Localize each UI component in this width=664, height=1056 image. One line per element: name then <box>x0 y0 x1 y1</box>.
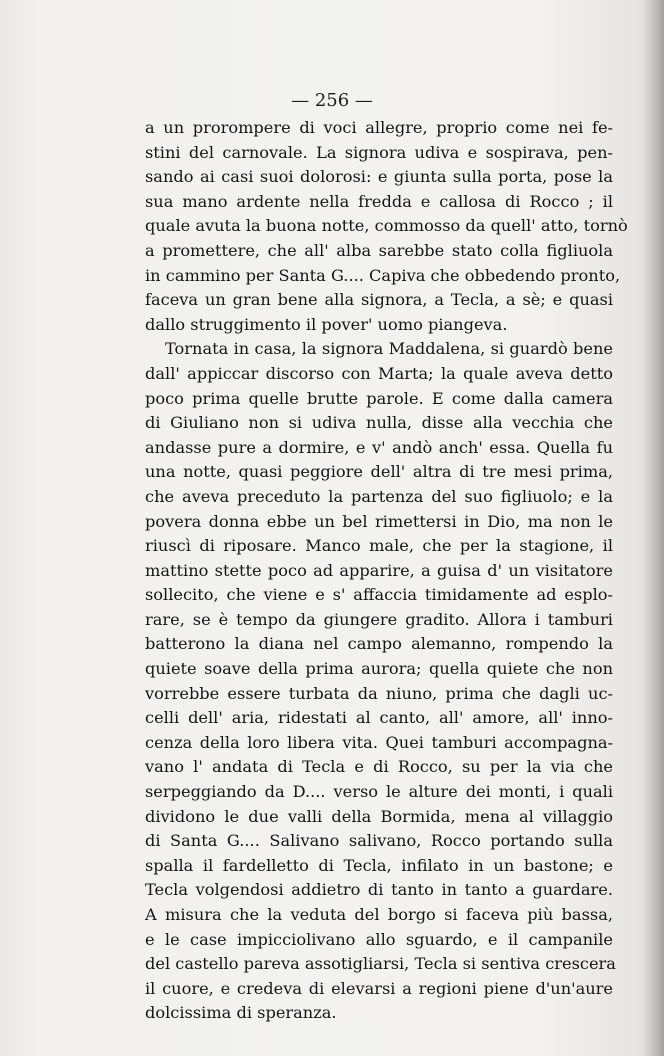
text-line: sando ai casi suoi dolorosi: e giunta sulla porta, pose la <box>145 167 613 187</box>
text-line: dividono le due valli della Bormida, mena al villaggio <box>145 806 613 826</box>
page-text <box>145 116 628 1026</box>
text-line: quiete soave della prima aurora; quella quiete che non <box>145 659 613 679</box>
text-line: celli dell' aria, ridestati al canto, all' amore, all' inno- <box>145 708 613 728</box>
text-line: sollecito, che viene e s' affaccia timidamente ad esplo- <box>145 585 613 605</box>
text-line: del castello pareva assotigliarsi, Tecla si sentiva crescera <box>145 954 616 974</box>
text-line: Tornata in casa, la signora Maddalena, si guardò bene <box>165 339 613 359</box>
text-line: vano l' andata di Tecla e di Rocco, su per la via che <box>145 757 613 777</box>
text-line: stini del carnovale. La signora udiva e sospirava, pen- <box>145 142 613 162</box>
page-gutter-shadow <box>642 0 664 1056</box>
text-line: a un prorompere di voci allegre, proprio come nei fe- <box>145 118 613 137</box>
text-line: faceva un gran bene alla signora, a Tecla, a sè; e quasi <box>145 290 613 310</box>
text-line: poco prima quelle brutte parole. E come dalla camera <box>145 388 613 408</box>
text-line: riuscì di riposare. Manco male, che per la stagione, il <box>145 536 613 556</box>
text-line: a promettere, che all' alba sarebbe stato colla figliuola <box>145 240 613 260</box>
text-line: e le case impicciolivano allo sguardo, e il campanile <box>145 929 613 949</box>
text-line: una notte, quasi peggiore dell' altra di tre mesi prima, <box>145 462 613 482</box>
text-line: spalla il fardelletto di Tecla, infilato in un bastone; e <box>145 855 613 875</box>
text-line: dallo struggimento il pover' uomo piangeva. <box>145 314 508 334</box>
text-line: rare, se è tempo da giungere gradito. Allora i tamburi <box>145 609 613 629</box>
text-line: vorrebbe essere turbata da niuno, prima che dagli uc- <box>145 683 613 703</box>
text-line: dall' appiccar discorso con Marta; la quale aveva detto <box>145 363 613 383</box>
text-line: il cuore, e credeva di elevarsi a regioni piene d'un'aure <box>145 978 613 998</box>
text-line: di Giuliano non si udiva nulla, disse alla vecchia che <box>145 413 613 433</box>
text-line: mattino stette poco ad apparire, a guisa d' un visitatore <box>145 560 613 580</box>
text-line: serpeggiando da D.... verso le alture dei monti, i quali <box>145 782 613 802</box>
text-line: che aveva preceduto la partenza del suo figliuolo; e la <box>145 486 613 506</box>
text-line: sua mano ardente nella fredda e callosa di Rocco ; il <box>145 191 613 211</box>
page-number: — 256 — <box>291 90 373 111</box>
text-line: in cammino per Santa G.... Capiva che obbedendo pronto, <box>145 265 621 285</box>
text-line: batterono la diana nel campo alemanno, rompendo la <box>145 634 613 654</box>
text-line: quale avuta la buona notte, commosso da quell' atto, tornò <box>145 216 628 236</box>
text-line: A misura che la veduta del borgo si faceva più bassa, <box>145 905 613 924</box>
text-line: povera donna ebbe un bel rimettersi in Dio, ma non le <box>145 511 613 531</box>
text-line: andasse pure a dormire, e v' andò anch' essa. Quella fu <box>145 437 613 457</box>
text-line: di Santa G.... Salivano salivano, Rocco portando sulla <box>145 831 613 851</box>
text-line: dolcissima di speranza. <box>145 1003 337 1023</box>
text-line: cenza della loro libera vita. Quei tamburi accompagna- <box>145 732 613 752</box>
text-line: Tecla volgendosi addietro di tanto in tanto a guardare. <box>145 880 613 900</box>
